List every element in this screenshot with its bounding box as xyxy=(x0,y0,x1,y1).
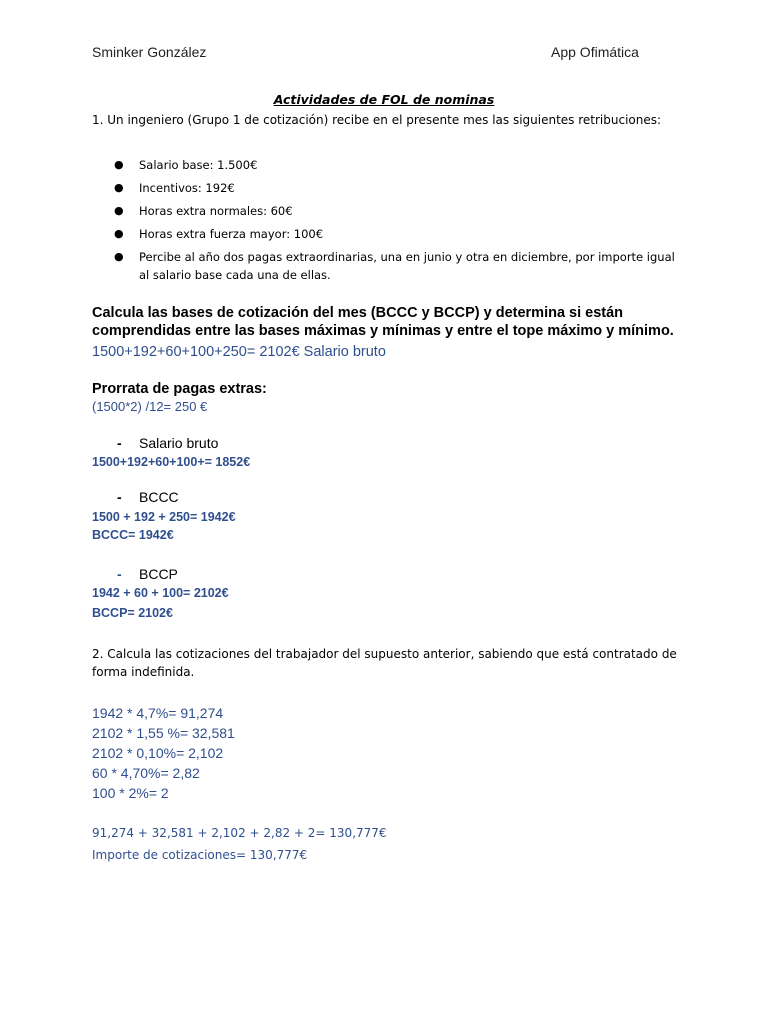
task-line-1: Calcula las bases de cotización del mes (BCCC y BCCP) y determina si están xyxy=(92,305,624,321)
salario-bruto-label: Salario bruto xyxy=(139,435,219,451)
dash-bullet: - xyxy=(117,435,122,451)
dash-bullet: - xyxy=(117,489,122,505)
bccp-label: BCCP xyxy=(139,566,178,582)
cotizacion-line: 100 * 2%= 2 xyxy=(92,785,169,801)
question-2: 2. Calcula las cotizaciones del trabajador del supuesto anterior, sabiendo que está contratado de forma indefinida. xyxy=(92,647,677,679)
salario-bruto-calc: 1500+192+60+100+= 1852€ xyxy=(92,455,251,469)
bccc-result: BCCC= 1942€ xyxy=(92,528,174,542)
list-item: ● Percibe al año dos pagas extraordinarias, una en junio y otra en diciembre, por importe igual al salario base cada una de ellas. xyxy=(114,248,684,284)
document-title: Actividades de FOL de nominas xyxy=(273,92,495,107)
cotizacion-line: 2102 * 0,10%= 2,102 xyxy=(92,745,224,761)
retribuciones-list xyxy=(114,156,684,289)
importe-cotizaciones: Importe de cotizaciones= 130,777€ xyxy=(92,848,308,862)
list-item: ● Horas extra normales: 60€ xyxy=(114,202,684,220)
bccp-result: BCCP= 2102€ xyxy=(92,606,173,620)
list-item: ● Salario base: 1.500€ xyxy=(114,156,684,174)
question-1-intro: 1. Un ingeniero (Grupo 1 de cotización) recibe en el presente mes las siguientes retribuciones: xyxy=(92,113,662,127)
header-author: Sminker González xyxy=(92,44,207,60)
bccc-label: BCCC xyxy=(139,489,179,505)
cotizacion-line: 2102 * 1,55 %= 32,581 xyxy=(92,725,235,741)
prorrata-title: Prorrata de pagas extras: xyxy=(92,381,267,397)
list-item: ● Horas extra fuerza mayor: 100€ xyxy=(114,225,684,243)
salario-bruto-total: 1500+192+60+100+250= 2102€ Salario bruto xyxy=(92,344,386,360)
prorrata-value: (1500*2) /12= 250 € xyxy=(92,399,208,414)
dash-bullet: - xyxy=(117,566,122,582)
suma-cotizaciones: 91,274 + 32,581 + 2,102 + 2,82 + 2= 130,777€ xyxy=(92,826,387,840)
cotizacion-line: 60 * 4,70%= 2,82 xyxy=(92,765,200,781)
task-line-2: comprendidas entre las bases máximas y mínimas y entre el tope máximo y mínimo. xyxy=(92,323,674,339)
cotizacion-line: 1942 * 4,7%= 91,274 xyxy=(92,705,224,721)
header-app: App Ofimática xyxy=(551,44,639,60)
bccc-calc: 1500 + 192 + 250= 1942€ xyxy=(92,510,236,524)
list-item: ● Incentivos: 192€ xyxy=(114,179,684,197)
bccp-calc: 1942 + 60 + 100= 2102€ xyxy=(92,586,229,600)
